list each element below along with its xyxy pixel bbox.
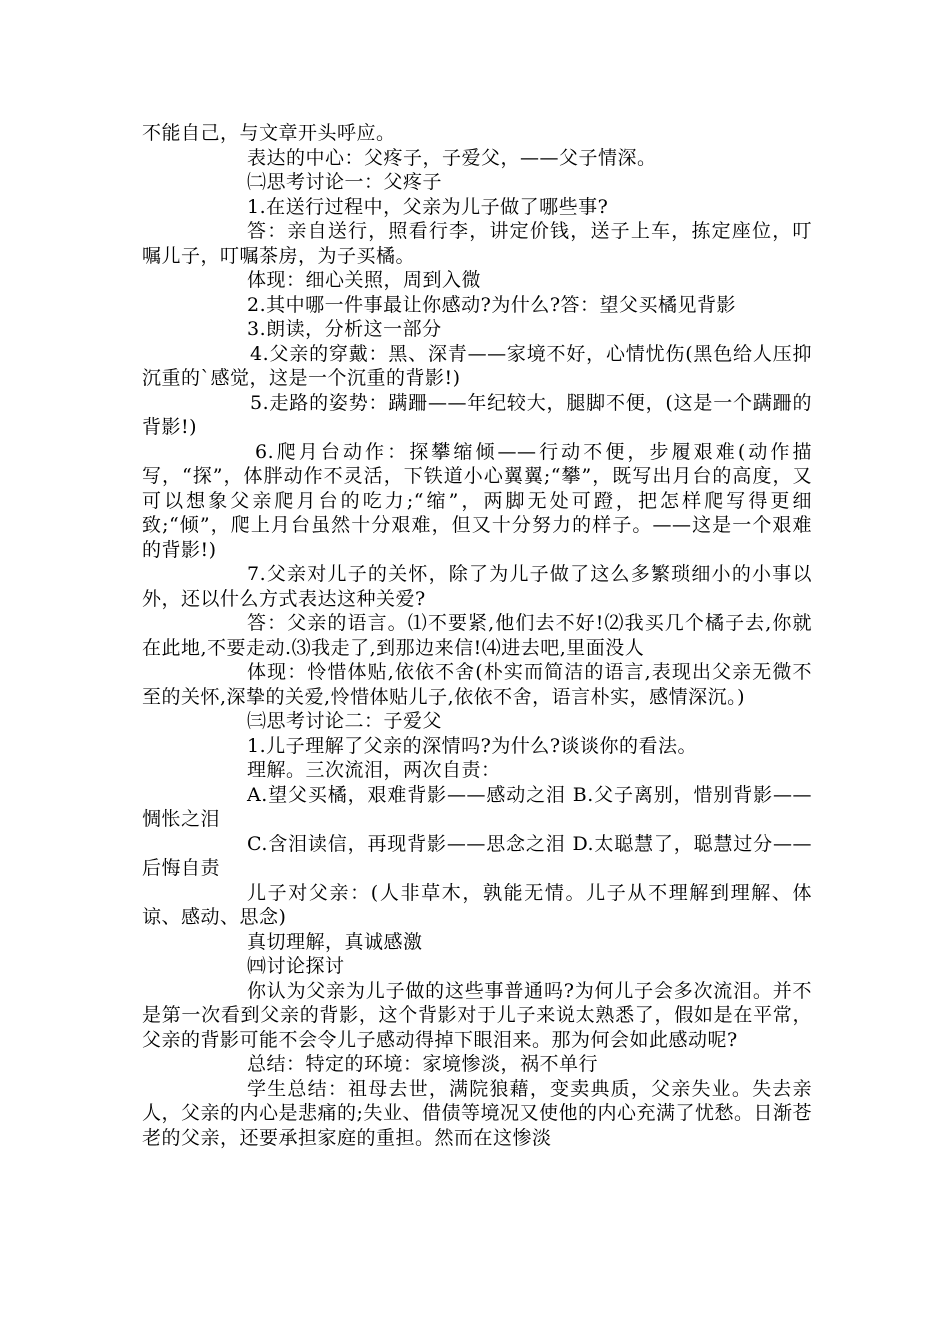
paragraph-7: 2.其中哪一件事最让你感动?为什么?答：望父买橘见背影 bbox=[247, 293, 737, 316]
paragraph-24: 总结：特定的环境：家境惨淡，祸不单行 bbox=[247, 1053, 599, 1075]
paragraph-19: C.含泪读信，再现背影——思念之泪 D.太聪慧了，聪慧过分——后悔自责 bbox=[142, 832, 812, 879]
paragraph-18: A.望父买橘，艰难背影——感动之泪 B.父子离别，惜别背影——惆怅之泪 bbox=[142, 783, 812, 830]
paragraph-5: 答：亲自送行，照看行李，讲定价钱，送子上车，拣定座位，叮嘱儿子，叮嘱茶房，为子买橘。 bbox=[142, 220, 812, 267]
paragraph-9: 4.父亲的穿戴：黑、深青——家境不好，心情忧伤(黑色给人压抑沉重的`感觉，这是一个沉重的背影!) bbox=[142, 342, 812, 389]
paragraph-8: 3.朗读，分析这一部分 bbox=[247, 318, 442, 340]
paragraph-1: 不能自己，与文章开头呼应。 bbox=[142, 122, 396, 144]
paragraph-17: 理解。三次流泪，两次自责： bbox=[247, 759, 501, 781]
paragraph-2: 表达的中心：父疼子，子爱父，——父子情深。 bbox=[247, 146, 657, 169]
paragraph-22: ㈣讨论探讨 bbox=[247, 955, 345, 977]
paragraph-11: 6.爬月台动作：探攀缩倾——行动不便，步履艰难(动作描写，“探”，体胖动作不灵活，下铁道小心翼翼;“攀”，既写出月台的高度，又可以想象父亲爬月台的吃力;“缩”，两脚无处可蹬，把怎样爬写得更细致;“倾”，爬上月台虽然十分艰难，但又十分努力的样子。——这是一个艰难的背影!) bbox=[142, 440, 812, 561]
paragraph-10: 5.走路的姿势：蹒跚——年纪较大，腿脚不便，(这是一个蹒跚的背影!) bbox=[142, 391, 812, 438]
paragraph-23: 你认为父亲为儿子做的这些事普通吗?为何儿子会多次流泪。并不是第一次看到父亲的背影，这个背影对于儿子来说太熟悉了，假如是在平常，父亲的背影可能不会令儿子感动得掉下眼泪来。那为何会如此感动呢? bbox=[142, 979, 812, 1051]
paragraph-20: 儿子对父亲：(人非草木，孰能无情。儿子从不理解到理解、体谅、感动、思念) bbox=[142, 881, 812, 928]
paragraph-21: 真切理解，真诚感激 bbox=[247, 930, 423, 953]
document-body bbox=[142, 121, 812, 1150]
paragraph-16: 1.儿子理解了父亲的深情吗?为什么?谈谈你的看法。 bbox=[247, 734, 698, 757]
paragraph-4: 1.在送行过程中，父亲为儿子做了哪些事? bbox=[247, 195, 609, 218]
paragraph-3: ㈡思考讨论一：父疼子 bbox=[247, 171, 443, 193]
paragraph-13: 答：父亲的语言。⑴不要紧,他们去不好!⑵我买几个橘子去,你就在此地,不要走动.⑶我走了,到那边来信!⑷进去吧,里面没人 bbox=[142, 612, 812, 659]
paragraph-15: ㈢思考讨论二：子爱父 bbox=[247, 710, 443, 732]
paragraph-12: 7.父亲对儿子的关怀，除了为儿子做了这么多繁琐细小的小事以外，还以什么方式表达这种关爱? bbox=[142, 563, 812, 610]
paragraph-6: 体现：细心关照，周到入微 bbox=[247, 269, 482, 291]
paragraph-14: 体现：怜惜体贴,依依不舍(朴实而简洁的语言,表现出父亲无微不至的关怀,深挚的关爱,怜惜体贴儿子,依依不舍，语言朴实，感情深沉。) bbox=[142, 661, 812, 708]
paragraph-25: 学生总结：祖母去世，满院狼藉，变卖典质，父亲失业。失去亲人，父亲的内心是悲痛的;失业、借债等境况又使他的内心充满了忧愁。日渐苍老的父亲，还要承担家庭的重担。然而在这惨淡 bbox=[142, 1077, 812, 1149]
